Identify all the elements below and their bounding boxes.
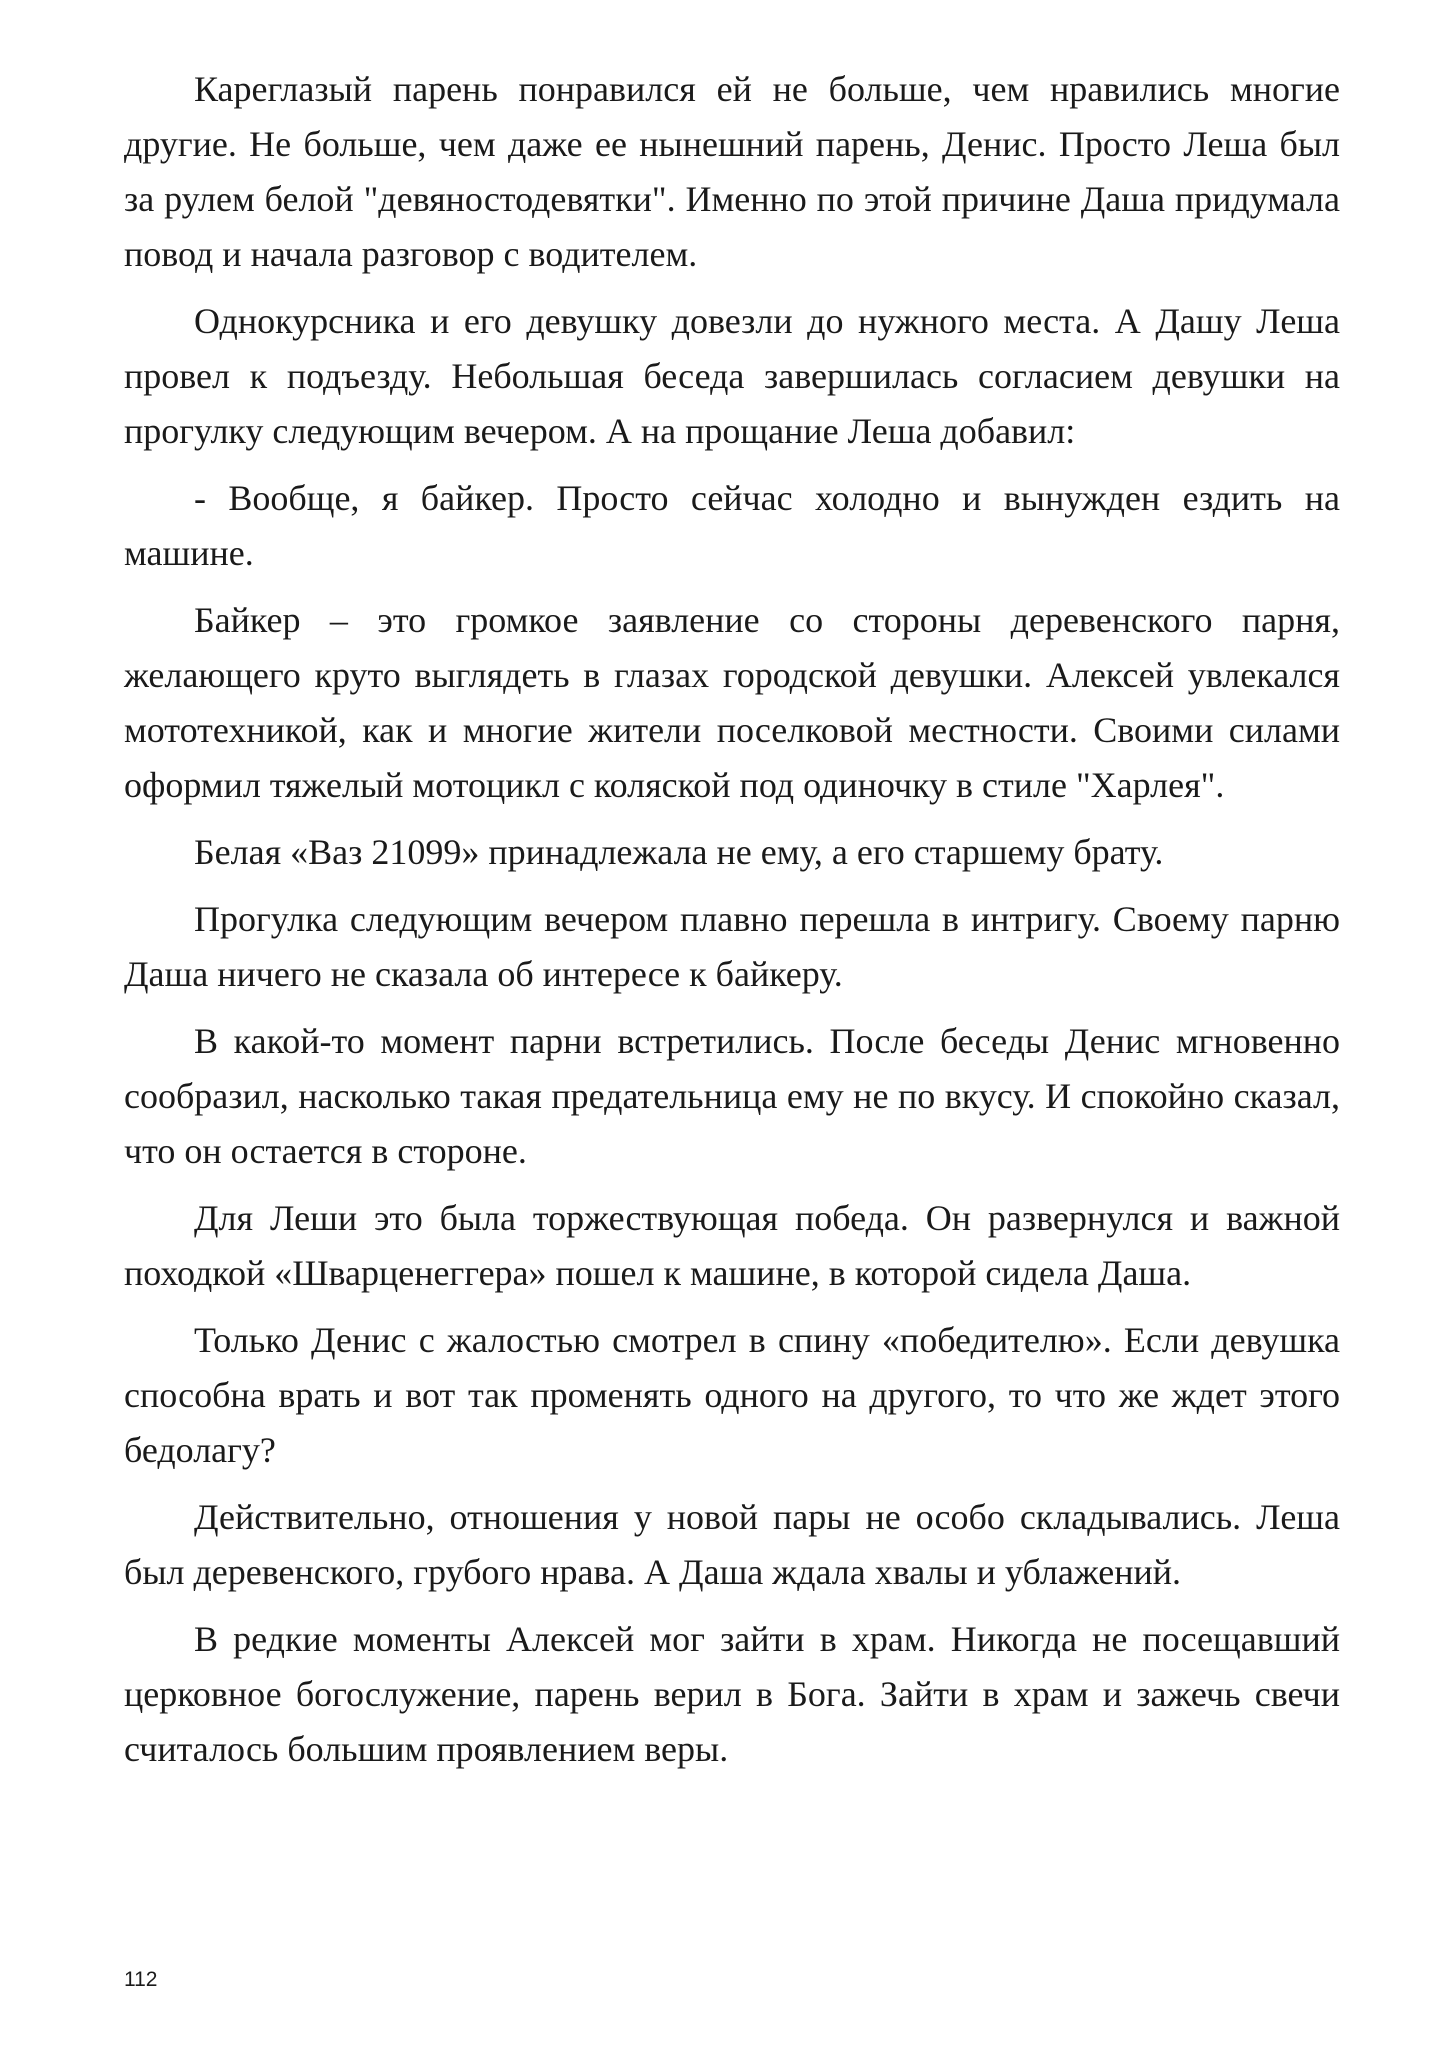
paragraph: Только Денис с жалостью смотрел в спину «победителю». Если девушка способна врать и вот так променять одного на другого, то что же ждет этого бедолагу? — [124, 1320, 1340, 1470]
page-number: 112 — [124, 1968, 158, 1991]
paragraph: Однокурсника и его девушку довезли до нужного места. А Дашу Леша провел к подъезду. Небольшая беседа завершилась согласием девушки на прогулку следующим вечером. А на прощание Леша добавил: — [124, 301, 1340, 451]
body-text — [124, 62, 1340, 1789]
paragraph: Для Леши это была торжествующая победа. Он развернулся и важной походкой «Шварценеггера» пошел к машине, в которой сидела Даша. — [124, 1198, 1340, 1293]
paragraph: В редкие моменты Алексей мог зайти в храм. Никогда не посещавший церковное богослужение, парень верил в Бога. Зайти в храм и зажечь свечи считалось большим проявлением веры. — [124, 1619, 1340, 1769]
paragraph: Действительно, отношения у новой пары не особо складывались. Леша был деревенского, грубого нрава. А Даша ждала хвалы и ублажений. — [124, 1497, 1340, 1592]
paragraph: В какой-то момент парни встретились. После беседы Денис мгновенно сообразил, насколько такая предательница ему не по вкусу. И спокойно сказал, что он остается в стороне. — [124, 1021, 1340, 1171]
paragraph: Прогулка следующим вечером плавно перешла в интригу. Своему парню Даша ничего не сказала об интересе к байкеру. — [124, 899, 1340, 994]
paragraph: Белая «Ваз 21099» принадлежала не ему, а его старшему брату. — [194, 832, 1164, 872]
paragraph: Кареглазый парень понравился ей не больше, чем нравились многие другие. Не больше, чем даже ее нынешний парень, Денис. Просто Леша был за рулем белой "девяностодевятки". Именно по этой причине Даша придумала повод и начала разговор с водителем. — [124, 69, 1340, 274]
paragraph: - Вообще, я байкер. Просто сейчас холодно и вынужден ездить на машине. — [124, 478, 1340, 573]
paragraph: Байкер – это громкое заявление со стороны деревенского парня, желающего круто выглядеть в глазах городской девушки. Алексей увлекался мототехникой, как и многие жители поселковой местности. Своими силами оформил тяжелый мотоцикл с коляской под одиночку в стиле "Харлея". — [124, 600, 1340, 805]
